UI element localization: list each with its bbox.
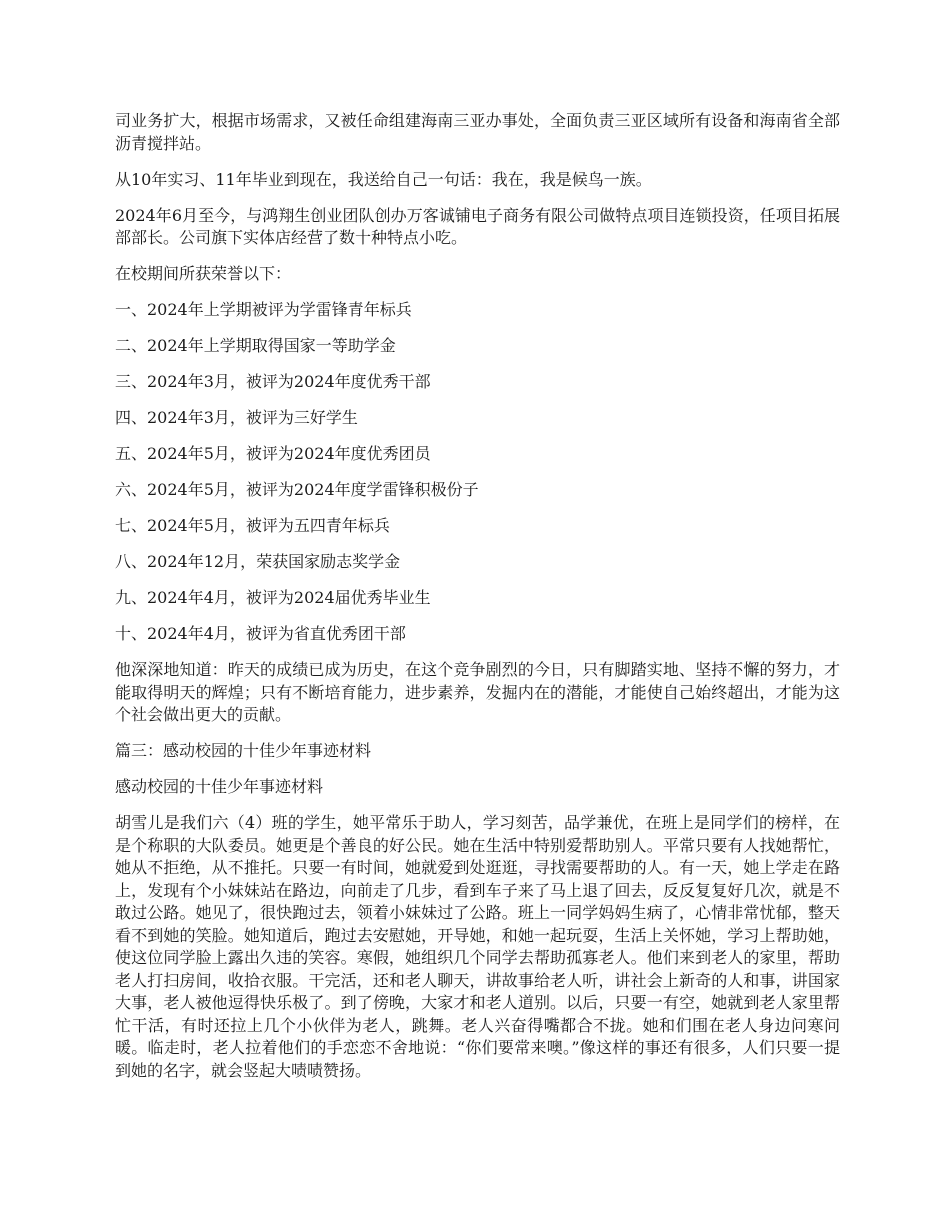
honor-item-4: 四、2024年3月，被评为三好学生 (115, 408, 358, 427)
honor-item-8: 八、2024年12月，荣获国家励志奖学金 (115, 552, 401, 571)
paragraph-story: 胡雪儿是我们六（4）班的学生，她平常乐于助人，学习刻苦，品学兼优，在班上是同学们的榜样，在是个称职的大队委员。她更是个善良的好公民。她在生活中特别爱帮助别人。平常只要有人找她帮忙，她从不拒绝，从不推托。只要一有时间，她就爱到处逛逛，寻找需要帮助的人。有一天，她上学走在路上，发现有个小妹妹站在路边，向前走了几步，看到车子来了马上退了回去，反反复复好几次，就是不敢过公路。她见了，很快跑过去，领着小妹妹过了公路。班上一同学妈妈生病了，心情非常忧郁，整天看不到她的笑脸。她知道后，跑过去安慰她，开导她，和她一起玩耍，生活上关怀她，学习上帮助她，使这位同学脸上露出久违的笑容。寒假，她组织几个同学去帮助孤寡老人。他们来到老人的家里，帮助老人打扫房间，收拾衣服。干完活，还和老人聊天，讲故事给老人听，讲社会上新奇的人和事，讲国家大事，老人被他逗得快乐极了。到了傍晚，大家才和老人道别。以后，只要一有空，她就到老人家里帮忙干活，有时还拉上几个小伙伴为老人，跳舞。老人兴奋得嘴都合不拢。她和们围在老人身边问寒问暖。临走时，老人拉着他们的手恋恋不舍地说：“你们要常来噢。”像这样的事还有很多，人们只要一提到她的名字，就会竖起大啧啧赞扬。 (115, 813, 840, 1080)
section-heading: 篇三：感动校园的十佳少年事迹材料 (115, 741, 372, 760)
paragraph-conclusion: 他深深地知道：昨天的成绩已成为历史，在这个竞争剧烈的今日，只有脚踏实地、坚持不懈的努力，才能取得明天的辉煌；只有不断培育能力，进步素养，发掘内在的潜能，才能使自己始终超出，才能为这个社会做出更大的贡献。 (115, 660, 840, 724)
honor-item-1: 一、2024年上学期被评为学雷锋青年标兵 (115, 300, 412, 319)
honor-item-5: 五、2024年5月，被评为2024年度优秀团员 (115, 444, 431, 463)
paragraph-honors-intro: 在校期间所获荣誉以下： (115, 264, 292, 283)
honor-item-7: 七、2024年5月，被评为五四青年标兵 (115, 516, 390, 535)
honor-item-6: 六、2024年5月，被评为2024年度学雷锋积极份子 (115, 480, 479, 499)
document-body (115, 110, 840, 1082)
honor-item-3: 三、2024年3月，被评为2024年度优秀干部 (115, 372, 431, 391)
honor-item-9: 九、2024年4月，被评为2024届优秀毕业生 (115, 588, 431, 607)
honor-item-10: 十、2024年4月，被评为省直优秀团干部 (115, 624, 406, 643)
paragraph-motto: 从10年实习、11年毕业到现在，我送给自己一句话：我在，我是候鸟一族。 (115, 169, 652, 189)
section-title: 感动校园的十佳少年事迹材料 (115, 777, 324, 796)
paragraph-current-job: 2024年6月至今，与鸿翔生创业团队创办万客诚铺电子商务有限公司做特点项目连锁投资，任项目拓展部部长。公司旗下实体店经营了数十种特点小吃。 (115, 205, 840, 247)
honor-item-2: 二、2024年上学期取得国家一等助学金 (115, 336, 396, 355)
paragraph-branch-office: 司业务扩大，根据市场需求，又被任命组建海南三亚办事处，全面负责三亚区域所有设备和海南省全部沥青搅拌站。 (115, 111, 840, 153)
